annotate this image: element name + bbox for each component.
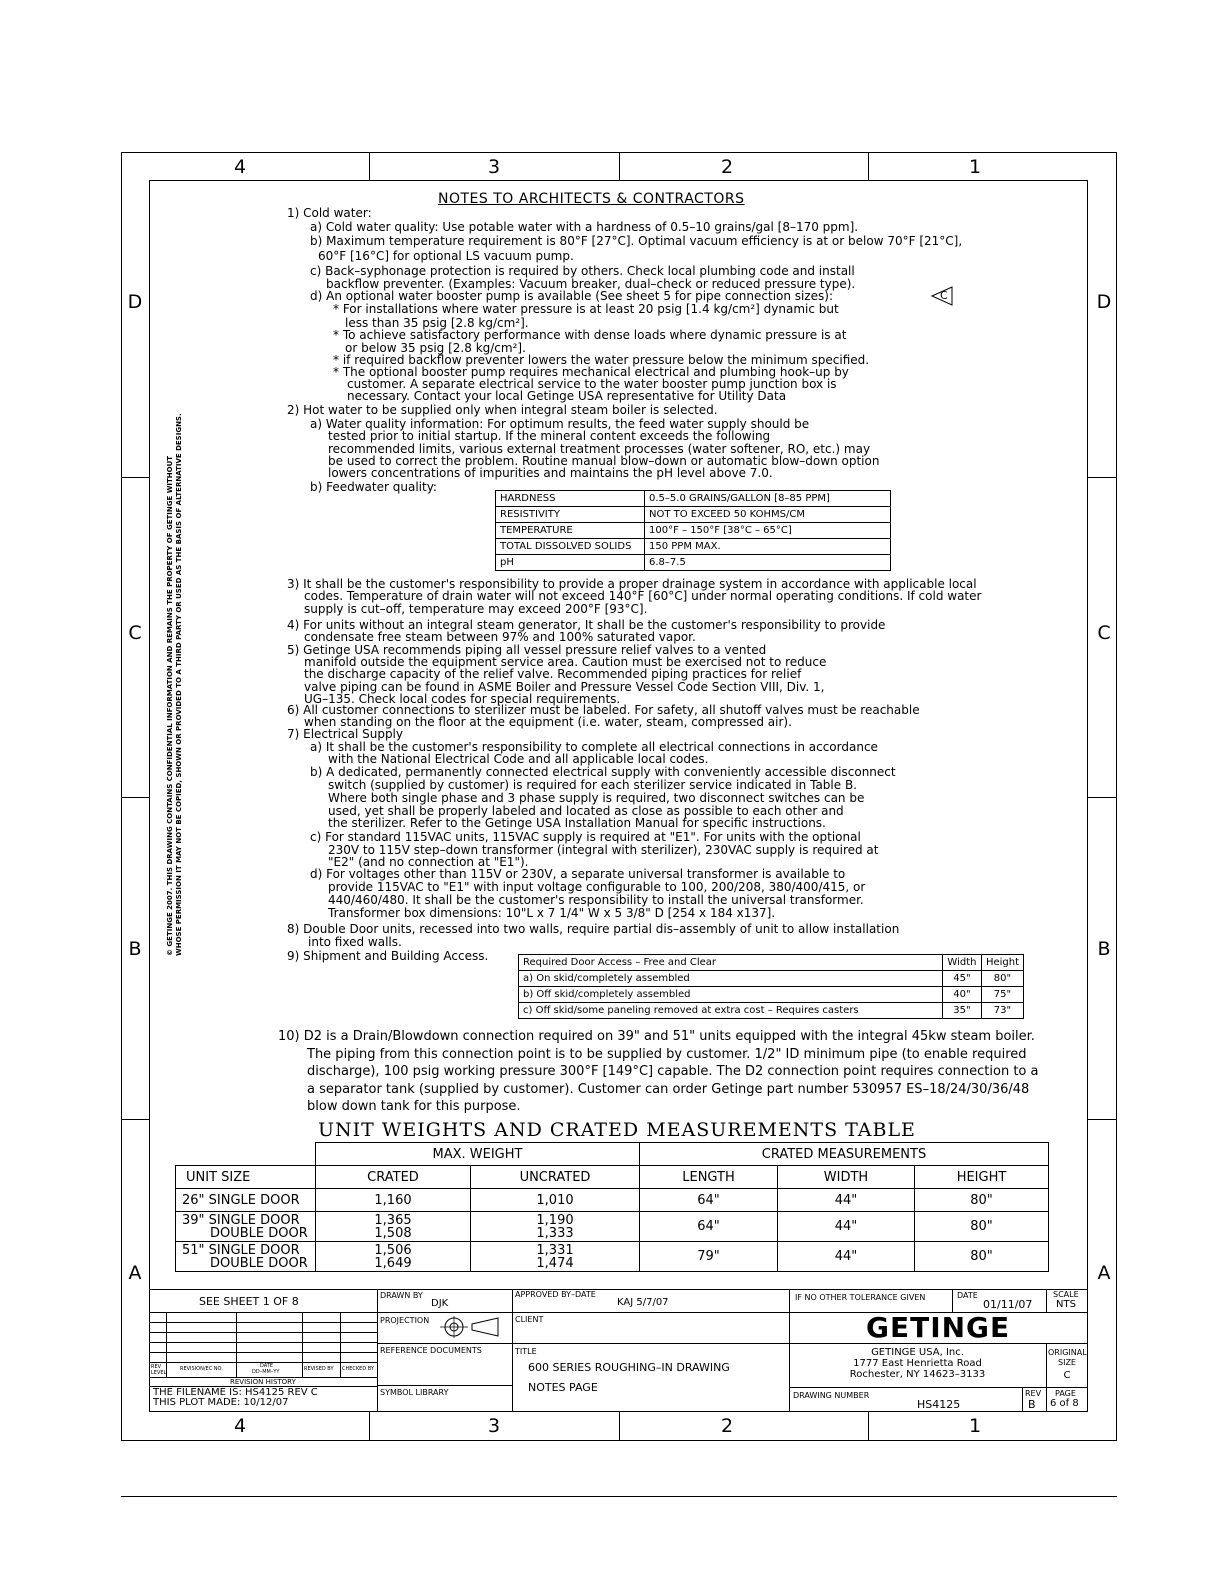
zone-row-label: B <box>128 938 142 960</box>
cell-line: 1,010 <box>536 1192 574 1208</box>
table-cell <box>176 1242 316 1272</box>
table-cell <box>316 1212 471 1242</box>
original-size-value: C <box>1063 1370 1071 1381</box>
table-row <box>496 555 891 571</box>
drawing-number-label: DRAWING NUMBER <box>793 1391 870 1400</box>
zone-col-label: 1 <box>968 156 982 178</box>
zone-divider <box>1088 797 1116 798</box>
note-line: 60°F [16°C] for optional LS vacuum pump. <box>318 249 574 263</box>
note-line: * For installations where water pressure is at least 20 psig [1.4 kg/cm²] dynamic but <box>333 302 839 316</box>
note-line: customer. A separate electrical service to the water booster pump junction box is <box>347 377 837 391</box>
rev-grid-line <box>149 1322 377 1323</box>
note-line: a) It shall be the customer's responsibility to complete all electrical connections in accordance <box>310 740 878 754</box>
zone-col-label: 2 <box>720 1415 734 1437</box>
note-line: a) Cold water quality: Use potable water with a hardness of 0.5–10 grains/gal [8–170 ppm]. <box>310 220 859 234</box>
note-line: when standing on the floor at the equipment (i.e. water, steam, compressed air). <box>304 715 792 729</box>
rev-grid-line <box>340 1312 341 1377</box>
confidentiality-line: © GETINGE 2007. THIS DRAWING CONTAINS CONFIDENTIAL INFORMATION AND REMAINS THE PROPERTY OF GETINGE WITHOUT <box>166 455 174 956</box>
note-line: manifold outside the equipment service area. Caution must be exercised not to reduce <box>304 655 827 669</box>
approved-by-value: KAJ 5/7/07 <box>617 1297 669 1308</box>
table-header-cell: Required Door Access – Free and Clear <box>519 955 943 971</box>
note-line: condensate free steam between 97% and 100% saturated vapor. <box>304 630 696 644</box>
table-row <box>496 523 891 539</box>
table-cell <box>471 1242 640 1272</box>
tb-divider <box>377 1385 512 1386</box>
table-row <box>519 1003 1024 1019</box>
table-cell: 35" <box>942 1003 981 1019</box>
note-line: 440/460/480. It shall be the customer's responsibility to install the universal transformer. <box>328 893 864 907</box>
table-cell <box>176 1189 316 1212</box>
page-label: PAGE <box>1055 1389 1076 1398</box>
table-row <box>519 987 1024 1003</box>
note-line: b) Feedwater quality: <box>310 480 437 494</box>
company-city: Rochester, NY 14623–3133 <box>849 1369 986 1380</box>
tb-divider <box>1046 1344 1047 1412</box>
table-cell: a) On skid/completely assembled <box>519 971 943 987</box>
note-line: 6) All customer connections to sterilizer must be labeled. For safety, all shutoff valves must be reachable <box>287 703 920 717</box>
note-line: 5) Getinge USA recommends piping all vessel pressure relief valves to a vented <box>287 643 767 657</box>
rev-grid-line <box>149 1332 377 1333</box>
note-line: The piping from this connection point is to be supplied by customer. 1/2" ID minimum pipe (to enable required <box>307 1047 1027 1062</box>
zone-divider <box>121 1119 149 1120</box>
cell-line: 1,331 <box>536 1242 574 1258</box>
table-cell: 80" <box>915 1189 1049 1212</box>
zone-col-label: 1 <box>968 1415 982 1437</box>
note-line: b) Maximum temperature requirement is 80°F [27°C]. Optimal vacuum efficiency is at or below 70°F [21°C], <box>310 234 963 248</box>
table-row <box>519 971 1024 987</box>
table-cell: c) Off skid/some paneling removed at extra cost – Requires casters <box>519 1003 943 1019</box>
cell-line: 1,506 <box>374 1242 412 1258</box>
tolerance-label: IF NO OTHER TOLERANCE GIVEN <box>795 1293 926 1302</box>
table-header-cell: CRATED <box>316 1166 471 1189</box>
table-row <box>496 491 891 507</box>
table-row <box>496 539 891 555</box>
table-header-cell: HEIGHT <box>915 1166 1049 1189</box>
note-line: 4) For units without an integral steam generator, It shall be the customer's responsibility to provide <box>287 618 886 632</box>
table-cell: 80" <box>981 971 1023 987</box>
table-cell: 79" <box>640 1242 778 1272</box>
zone-divider <box>1088 477 1116 478</box>
date-label: DATE <box>957 1291 978 1300</box>
note-line: Transformer box dimensions: 10"L x 7 1/4" W x 5 3/8" D [254 x 184 x137]. <box>328 906 776 920</box>
revision-history-label: REVISION HISTORY <box>230 1378 296 1386</box>
note-line: 1) Cold water: <box>287 206 372 220</box>
company-address: 1777 East Henrietta Road <box>853 1358 982 1369</box>
zone-row-label: A <box>1097 1262 1111 1284</box>
note-line: 9) Shipment and Building Access. <box>287 949 489 963</box>
table-cell <box>316 1242 471 1272</box>
zone-divider <box>619 1412 620 1440</box>
note-line: recommended limits, various external treatment processes (water softener, RO, etc.) may <box>328 442 871 456</box>
note-line: b) A dedicated, permanently connected electrical supply with conveniently accessible disconnect <box>310 765 896 779</box>
table-group-header: MAX. WEIGHT <box>316 1143 640 1166</box>
zone-row-label: D <box>1096 291 1112 313</box>
table-cell: 40" <box>942 987 981 1003</box>
table-header-cell: Width <box>942 955 981 971</box>
zone-row-label: B <box>1097 938 1111 960</box>
tb-divider <box>789 1387 1088 1388</box>
tb-divider <box>377 1289 378 1412</box>
filename-note: THE FILENAME IS: HS4125 REV C <box>153 1387 318 1398</box>
table-cell: 0.5–5.0 GRAINS/GALLON [8–85 PPM] <box>645 491 891 507</box>
zone-row-label: C <box>1097 622 1111 644</box>
note-line: 3) It shall be the customer's responsibility to provide a proper drainage system in accordance with applicable local <box>287 577 977 591</box>
zone-col-label: 3 <box>487 156 501 178</box>
confidentiality-line: WHOSE PERMISSION IT MAY NOT BE COPIED, SHOWN OR PROVIDED TO A THIRD PARTY OR USED AS THE BASIS OF ALTERNATIVE DESIGNS. <box>174 413 183 956</box>
rev-grid-line <box>166 1312 167 1377</box>
zone-divider <box>121 477 149 478</box>
table-row <box>176 1189 1049 1212</box>
plot-date-note: THIS PLOT MADE: 10/12/07 <box>153 1397 289 1408</box>
note-line: d) For voltages other than 115V or 230V, a separate universal transformer is available to <box>310 867 846 881</box>
see-sheet-note: SEE SHEET 1 OF 8 <box>199 1295 299 1308</box>
note-line: * if required backflow preventer lowers the water pressure below the minimum specified. <box>333 353 870 367</box>
table-cell: 44" <box>778 1212 915 1242</box>
page-value: 6 of 8 <box>1050 1398 1079 1409</box>
note-line: 7) Electrical Supply <box>287 727 403 741</box>
note-line: the discharge capacity of the relief valve. Recommended piping practices for relief <box>304 667 802 681</box>
original-size-label: ORIGINAL SIZE <box>1048 1348 1087 1367</box>
zone-row-label: D <box>127 291 143 313</box>
page-footer-rule <box>121 1496 1117 1497</box>
note-line: blow down tank for this purpose. <box>307 1099 521 1114</box>
table-row <box>176 1212 1049 1242</box>
note-line: * To achieve satisfactory performance with dense loads where dynamic pressure is at <box>333 328 847 342</box>
table-cell: 80" <box>915 1242 1049 1272</box>
rev-grid-line <box>236 1312 237 1377</box>
zone-divider <box>1088 1119 1116 1120</box>
table-header-row <box>519 955 1024 971</box>
table-cell: pH <box>496 555 645 571</box>
table-cell: 64" <box>640 1189 778 1212</box>
note-line: 8) Double Door units, recessed into two walls, require partial dis–assembly of unit to allow installation <box>287 922 900 936</box>
cell-line: DOUBLE DOOR <box>210 1225 308 1241</box>
table-header-cell: UNCRATED <box>471 1166 640 1189</box>
getinge-logo: GETINGE <box>866 1311 1011 1344</box>
table-cell: 6.8–7.5 <box>645 555 891 571</box>
note-line: lowers concentrations of impurities and maintains the pH level above 7.0. <box>328 466 773 480</box>
table-cell: RESISTIVITY <box>496 507 645 523</box>
drawn-by-label: DRAWN BY <box>380 1291 423 1300</box>
drawing-title: 600 SERIES ROUGHING–IN DRAWING <box>528 1361 730 1374</box>
table-cell: 73" <box>981 1003 1023 1019</box>
cell-line: 1,365 <box>374 1212 412 1228</box>
reference-documents-label: REFERENCE DOCUMENTS <box>380 1346 482 1355</box>
note-line: supply is cut–off, temperature may exceed 200°F [93°C]. <box>304 602 648 616</box>
note-line: tested prior to initial startup. If the mineral content exceeds the following <box>328 429 771 443</box>
table-row <box>176 1242 1049 1272</box>
note-line: d) An optional water booster pump is available (See sheet 5 for pipe connection sizes): <box>310 289 834 303</box>
note-line: a separator tank (supplied by customer). Customer can order Getinge part number 530957 ES–18/24/30/36/48 <box>307 1082 1030 1097</box>
date-value: 01/11/07 <box>983 1298 1033 1311</box>
drawing-subtitle: NOTES PAGE <box>528 1381 598 1394</box>
table-row <box>496 507 891 523</box>
note-line: or below 35 psig [2.8 kg/cm²]. <box>345 341 526 355</box>
zone-col-label: 3 <box>487 1415 501 1437</box>
note-line: backflow preventer. (Examples: Vacuum breaker, dual–check or reduced pressure type). <box>326 277 856 291</box>
note-line: used, yet shall be properly labeled and located as close as possible to each other and <box>328 804 844 818</box>
table-cell: 100°F – 150°F [38°C – 65°C] <box>645 523 891 539</box>
company-name: GETINGE USA, Inc. <box>871 1347 964 1358</box>
tb-divider <box>1046 1289 1047 1313</box>
cell-line: 1,649 <box>374 1255 412 1271</box>
table-header-row <box>176 1166 1049 1189</box>
confidentiality-notice <box>166 413 183 956</box>
table-cell: TOTAL DISSOLVED SOLIDS <box>496 539 645 555</box>
cell-line: 51" SINGLE DOOR <box>182 1242 300 1258</box>
zone-divider <box>121 797 149 798</box>
table-cell: 75" <box>981 987 1023 1003</box>
note-line: a) Water quality information: For optimum results, the feed water supply should be <box>310 417 810 431</box>
zone-divider <box>868 1412 869 1440</box>
rev-level-label: REV LEVEL <box>151 1364 167 1376</box>
table-cell: NOT TO EXCEED 50 KOHMS/CM <box>645 507 891 523</box>
zone-col-label: 4 <box>233 156 247 178</box>
rev-grid-line <box>302 1312 303 1377</box>
checked-by-label: CHECKED BY <box>342 1366 374 1372</box>
zone-divider <box>868 152 869 180</box>
projection-symbol-icon <box>438 1316 502 1338</box>
note-line: discharge), 100 psig working pressure 300°F [149°C] capable. The D2 connection point requires connection to a <box>307 1064 1039 1079</box>
rev-grid-line <box>149 1352 377 1353</box>
note-line: 2) Hot water to be supplied only when integral steam boiler is selected. <box>287 403 718 417</box>
table-cell: 45" <box>942 971 981 987</box>
revised-by-label: REVISED BY <box>304 1366 334 1372</box>
table-cell <box>471 1189 640 1212</box>
zone-divider <box>369 152 370 180</box>
cell-line: 1,160 <box>374 1192 412 1208</box>
note-line: c) Back–syphonage protection is required by others. Check local plumbing code and install <box>310 264 855 278</box>
cell-line: 39" SINGLE DOOR <box>182 1212 300 1228</box>
note-line: switch (supplied by customer) is required for each sterilizer service indicated in Table B. <box>328 778 857 792</box>
table-cell: 64" <box>640 1212 778 1242</box>
zone-divider <box>619 152 620 180</box>
date-format-label: DD–MM–YY <box>252 1369 280 1375</box>
tb-divider <box>512 1289 513 1412</box>
table-cell <box>176 1212 316 1242</box>
table-cell: 44" <box>778 1242 915 1272</box>
table-cell: TEMPERATURE <box>496 523 645 539</box>
cell-line: 26" SINGLE DOOR <box>182 1192 300 1208</box>
table-cell: 44" <box>778 1189 915 1212</box>
zone-divider <box>369 1412 370 1440</box>
zone-row-label: C <box>128 622 142 644</box>
cell-line: 1,190 <box>536 1212 574 1228</box>
note-line: 10) D2 is a Drain/Blowdown connection required on 39" and 51" units equipped with the integral 45kw steam boiler. <box>278 1029 1035 1044</box>
note-line: with the National Electrical Code and all applicable local codes. <box>328 752 709 766</box>
table-cell: HARDNESS <box>496 491 645 507</box>
title-label: TITLE <box>515 1347 537 1356</box>
door-access-table <box>518 954 1024 1019</box>
table-cell <box>316 1189 471 1212</box>
drawing-number-value: HS4125 <box>917 1398 961 1411</box>
zone-col-label: 4 <box>233 1415 247 1437</box>
tb-divider <box>952 1289 953 1313</box>
client-label: CLIENT <box>515 1315 544 1324</box>
unit-weights-table <box>175 1142 1049 1272</box>
table-cell <box>176 1143 316 1166</box>
table-header-cell: UNIT SIZE <box>176 1166 316 1189</box>
table-group-header-row <box>176 1143 1049 1166</box>
revision-marker: C <box>940 289 948 302</box>
note-line: into fixed walls. <box>308 935 402 949</box>
cell-line: 1,474 <box>536 1255 574 1271</box>
table-group-header: CRATED MEASUREMENTS <box>640 1143 1049 1166</box>
table-cell: b) Off skid/completely assembled <box>519 987 943 1003</box>
rev-grid-line <box>149 1342 377 1343</box>
rev-label: REV <box>1025 1389 1042 1398</box>
table-header-cell: WIDTH <box>778 1166 915 1189</box>
notes-title: NOTES TO ARCHITECTS & CONTRACTORS <box>438 191 745 207</box>
revision-no-label: REVISION/EC NO. <box>180 1366 223 1372</box>
feedwater-quality-table <box>495 490 891 571</box>
cell-line: 1,508 <box>374 1225 412 1241</box>
symbol-library-label: SYMBOL LIBRARY <box>380 1388 449 1397</box>
table-cell: 150 PPM MAX. <box>645 539 891 555</box>
note-line: * The optional booster pump requires mechanical electrical and plumbing hook–up by <box>333 365 849 379</box>
note-line: UG–135. Check local codes for special requirements. <box>304 692 621 706</box>
note-line: codes. Temperature of drain water will not exceed 140°F [60°C] under normal operating conditions. If cold water <box>304 589 982 603</box>
note-line: the sterilizer. Refer to the Getinge USA Installation Manual for specific instructions. <box>328 816 826 830</box>
table-cell <box>471 1212 640 1242</box>
unit-weights-title: UNIT WEIGHTS AND CRATED MEASUREMENTS TABLE <box>318 1119 916 1141</box>
rev-value: B <box>1028 1398 1036 1411</box>
note-line: be used to correct the problem. Routine manual blow–down or automatic blow–down option <box>328 454 880 468</box>
note-line: c) For standard 115VAC units, 115VAC supply is required at "E1". For units with the optional <box>310 830 861 844</box>
table-header-cell: Height <box>981 955 1023 971</box>
note-line: "E2" (and no connection at "E1"). <box>328 855 529 869</box>
drawn-by-value: DJK <box>431 1298 449 1309</box>
note-line: less than 35 psig [2.8 kg/cm²]. <box>345 316 529 330</box>
note-line: provide 115VAC to "E1" with input voltage configurable to 100, 200/208, 380/400/415, or <box>328 880 866 894</box>
zone-col-label: 2 <box>720 156 734 178</box>
table-cell: 80" <box>915 1212 1049 1242</box>
note-line: valve piping can be found in ASME Boiler and Pressure Vessel Code Section VIII, Div. 1, <box>304 680 825 694</box>
tb-divider <box>1022 1388 1023 1412</box>
cell-line: 1,333 <box>536 1225 574 1241</box>
table-header-cell: LENGTH <box>640 1166 778 1189</box>
approved-by-label: APPROVED BY–DATE <box>515 1290 596 1299</box>
projection-label: PROJECTION <box>380 1316 430 1325</box>
date-col-label: DATE <box>260 1363 274 1369</box>
scale-label: SCALE <box>1053 1290 1079 1299</box>
scale-value: NTS <box>1056 1299 1076 1310</box>
zone-row-label: A <box>128 1262 142 1284</box>
note-line: Where both single phase and 3 phase supply is required, two disconnect switches can be <box>328 791 865 805</box>
cell-line: DOUBLE DOOR <box>210 1255 308 1271</box>
note-line: necessary. Contact your local Getinge USA representative for Utility Data <box>347 389 787 403</box>
note-line: 230V to 115V step–down transformer (integral with sterilizer), 230VAC supply is required at <box>328 843 879 857</box>
